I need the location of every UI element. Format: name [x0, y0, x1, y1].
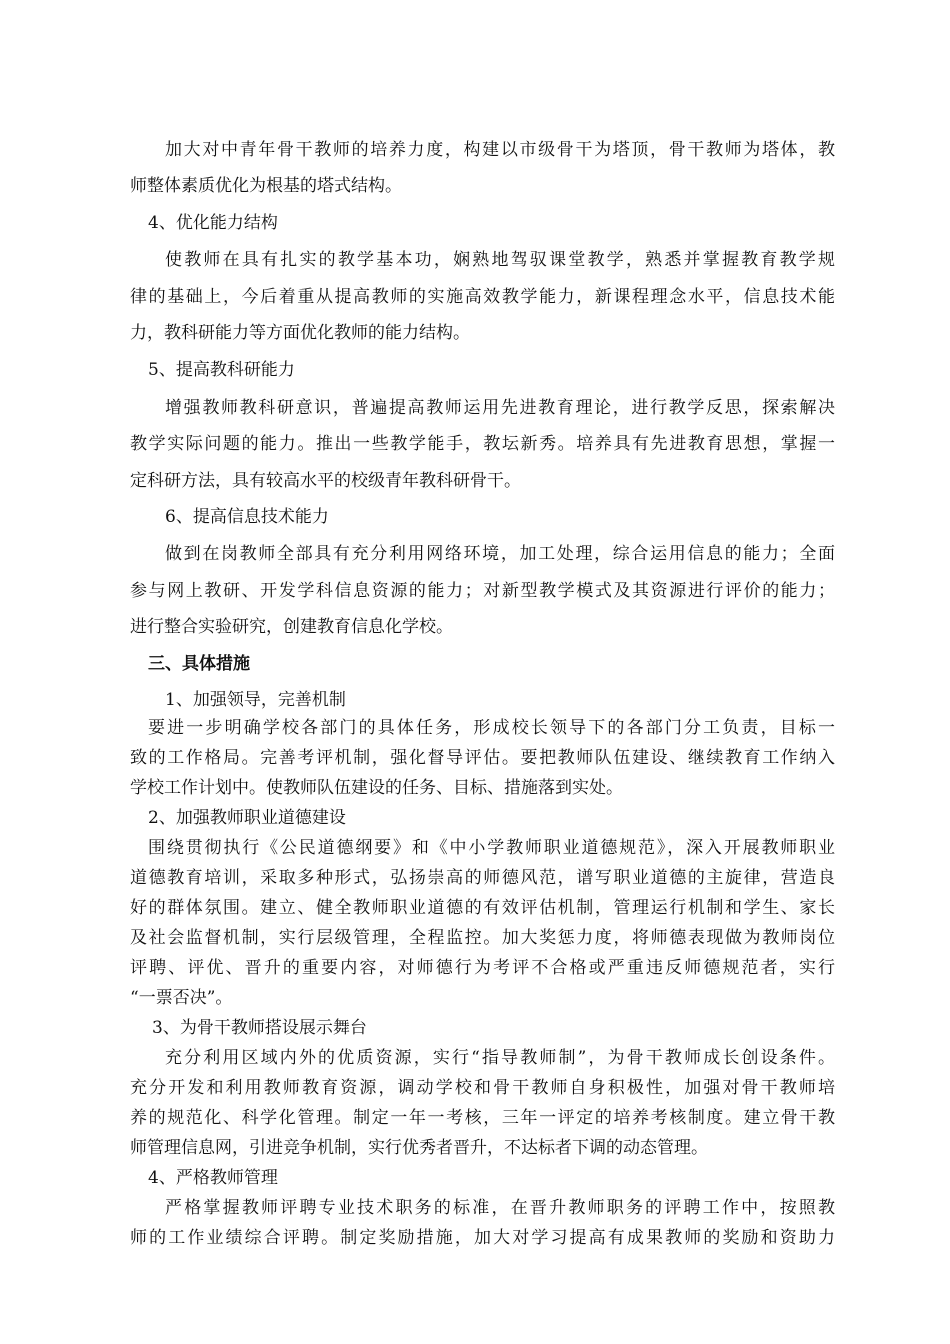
- paragraph-line: 定科研方法，具有较高水平的校级青年教科研骨干。: [130, 471, 521, 491]
- paragraph-line: 做到在岗教师全部具有充分利用网络环境，加工处理，综合运用信息的能力；全面: [165, 544, 835, 564]
- paragraph-line: 严格掌握教师评聘专业技术职务的标准，在晋升教师职务的评聘工作中，按照教: [165, 1198, 835, 1218]
- paragraph-line: 力，教科研能力等方面优化教师的能力结构。: [130, 323, 470, 343]
- section-heading: 3、为骨干教师搭设展示舞台: [152, 1018, 367, 1038]
- paragraph-line: 使教师在具有扎实的教学基本功，娴熟地驾驭课堂教学，熟悉并掌握教育教学规: [165, 250, 835, 270]
- paragraph-line: 充分利用区域内外的优质资源，实行“指导教师制”，为骨干教师成长创设条件。: [165, 1048, 835, 1068]
- section-heading: 5、提高教科研能力: [148, 360, 295, 380]
- section-heading: 4、优化能力结构: [148, 213, 278, 233]
- paragraph-line: 学校工作计划中。使教师队伍建设的任务、目标、措施落到实处。: [130, 778, 623, 798]
- paragraph-line: 评聘、评优、晋升的重要内容，对师德行为考评不合格或严重违反师德规范者，实行: [130, 958, 835, 978]
- paragraph-line: “一票否决”。: [130, 988, 233, 1008]
- paragraph-line: 增强教师教科研意识，普遍提高教师运用先进教育理论，进行教学反思，探索解决: [165, 398, 835, 418]
- paragraph-line: 师的工作业绩综合评聘。制定奖励措施，加大对学习提高有成果教师的奖励和资助力: [130, 1228, 835, 1248]
- paragraph-line: 道德教育培训，采取多种形式，弘扬崇高的师德风范，谱写职业道德的主旋律，营造良: [130, 868, 835, 888]
- paragraph-line: 围绕贯彻执行《公民道德纲要》和《中小学教师职业道德规范》，深入开展教师职业: [148, 838, 835, 858]
- section-heading: 2、加强教师职业道德建设: [148, 808, 346, 828]
- section-heading: 6、提高信息技术能力: [165, 507, 329, 527]
- paragraph-line: 参与网上教研、开发学科信息资源的能力；对新型教学模式及其资源进行评价的能力；: [130, 581, 835, 601]
- paragraph-line: 及社会监督机制，实行层级管理，全程监控。加大奖惩力度，将师德表现做为教师岗位: [130, 928, 835, 948]
- paragraph-line: 致的工作格局。完善考评机制，强化督导评估。要把教师队伍建设、继续教育工作纳入: [130, 748, 835, 768]
- paragraph-line: 要进一步明确学校各部门的具体任务，形成校长领导下的各部门分工负责，目标一: [148, 718, 835, 738]
- paragraph-line: 师整体素质优化为根基的塔式结构。: [130, 176, 402, 196]
- paragraph-line: 律的基础上，今后着重从提高教师的实施高效教学能力，新课程理念水平，信息技术能: [130, 287, 835, 307]
- section-heading: 4、严格教师管理: [148, 1168, 278, 1188]
- paragraph-line: 加大对中青年骨干教师的培养力度，构建以市级骨干为塔顶，骨干教师为塔体，教: [165, 140, 835, 160]
- paragraph-line: 充分开发和利用教师教育资源，调动学校和骨干教师自身积极性，加强对骨干教师培: [130, 1078, 835, 1098]
- chapter-heading: 三、具体措施: [148, 654, 250, 674]
- paragraph-line: 进行整合实验研究，创建教育信息化学校。: [130, 617, 453, 637]
- paragraph-line: 好的群体氛围。建立、健全教师职业道德的有效评估机制，管理运行机制和学生、家长: [130, 898, 835, 918]
- section-heading: 1、加强领导，完善机制: [165, 690, 346, 710]
- paragraph-line: 教学实际问题的能力。推出一些教学能手，教坛新秀。培养具有先进教育思想，掌握一: [130, 434, 835, 454]
- paragraph-line: 师管理信息网，引进竞争机制，实行优秀者晋升，不达标者下调的动态管理。: [130, 1138, 708, 1158]
- paragraph-line: 养的规范化、科学化管理。制定一年一考核，三年一评定的培养考核制度。建立骨干教: [130, 1108, 835, 1128]
